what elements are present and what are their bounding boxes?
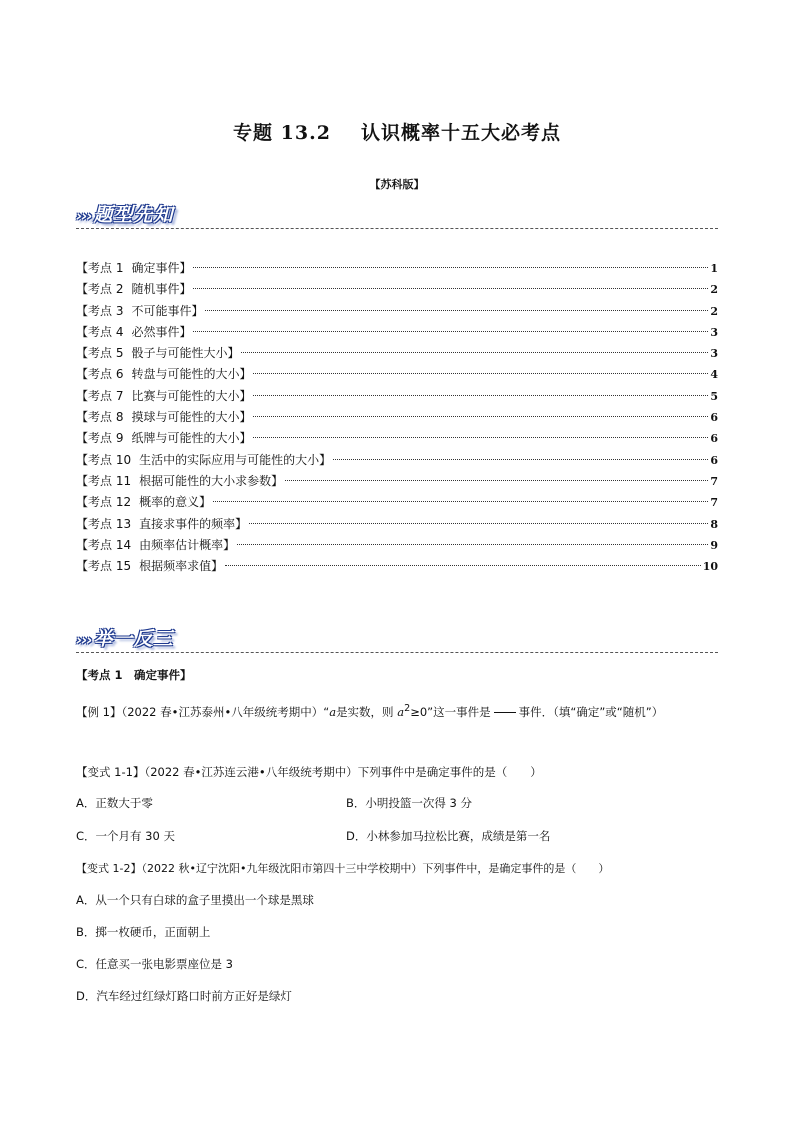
toc-entry[interactable] (76, 301, 718, 322)
toc-page-number: 2 (710, 304, 718, 318)
example-1 (76, 692, 724, 729)
toc-entry-label (76, 386, 251, 407)
toc-page-number: 5 (710, 389, 718, 403)
toc-entry[interactable] (76, 386, 718, 407)
banner-arrows-icon: ››› (76, 207, 92, 225)
toc-page-number: 4 (710, 368, 718, 382)
question-text: “ (323, 704, 330, 719)
toc-entry-number: 【考点 14 (76, 537, 132, 552)
toc-entry[interactable] (76, 258, 718, 279)
question-text: ≥0”这一事件是 (410, 704, 491, 719)
toc-entry-name: 生活中的实际应用与可能性的大小】 (139, 452, 332, 467)
option-d: D．小林参加马拉松比赛，成绩是第一名 (346, 829, 551, 843)
toc-entry-name: 直接求事件的频率】 (139, 516, 248, 531)
toc-entry-label (76, 279, 191, 300)
option-a: A．正数大于零 (76, 796, 153, 810)
banner-practice-text: 举一反三 (93, 628, 174, 650)
toc-entry-label (76, 258, 191, 279)
toc-page-number: 2 (710, 283, 718, 297)
toc-entry-number: 【考点 7 (76, 388, 124, 403)
toc-entry-name: 摸球与可能性的大小】 (131, 410, 252, 425)
option-c: C．一个月有 30 天 (76, 829, 175, 843)
toc-entry-number: 【考点 8 (76, 410, 124, 425)
variant-label: 【变式 1-2】 (76, 862, 142, 875)
toc-leader-dots (237, 544, 708, 545)
toc-page-number: 6 (710, 411, 718, 425)
edition-label: 【苏科版】 (369, 178, 425, 191)
toc-entry-label (76, 364, 251, 385)
toc-page-number: 3 (710, 347, 718, 361)
toc-entry[interactable] (76, 471, 718, 492)
toc-entry[interactable] (76, 407, 718, 428)
toc-leader-dots (253, 395, 708, 396)
toc-entry-number: 【考点 12 (76, 495, 132, 510)
toc-page-number: 8 (710, 517, 718, 531)
toc-leader-dots (213, 501, 708, 502)
variant-1-1 (76, 764, 542, 780)
toc-entry-label (76, 343, 239, 364)
toc-page-number: 3 (710, 325, 718, 339)
banner-overview-text: 题型先知 (93, 204, 174, 226)
toc-entry-name: 概率的意义】 (139, 495, 212, 510)
toc-entry[interactable] (76, 492, 718, 513)
section-heading: 【考点 1 确定事件】 (76, 668, 192, 682)
toc-entry[interactable] (76, 343, 718, 364)
toc-entry-name: 由频率估计概率】 (139, 537, 236, 552)
document-title (0, 118, 794, 145)
toc-entry-number: 【考点 4 (76, 324, 124, 339)
toc-entry-name: 根据可能性的大小求参数】 (139, 473, 284, 488)
math-variable: a (329, 704, 337, 719)
toc-entry-number: 【考点 5 (76, 346, 124, 361)
toc-entry-label (76, 471, 283, 492)
toc-entry[interactable] (76, 450, 718, 471)
toc-leader-dots (253, 416, 708, 417)
toc-entry-number: 【考点 2 (76, 282, 124, 297)
toc-leader-dots (333, 459, 708, 460)
toc-page-number: 7 (710, 496, 718, 510)
option-b: B．掷一枚硬币，正面朝上 (76, 925, 211, 939)
toc-entry-number: 【考点 9 (76, 431, 124, 446)
math-variable: a (397, 704, 405, 719)
toc-entry-name: 骰子与可能性大小】 (131, 346, 240, 361)
toc-entry-label (76, 301, 203, 322)
table-of-contents (76, 258, 718, 577)
title-text: 认识概率十五大必考点 (360, 122, 561, 144)
toc-entry-number: 【考点 13 (76, 516, 132, 531)
banner-practice (76, 624, 174, 651)
toc-page-number: 6 (710, 453, 718, 467)
toc-leader-dots (193, 267, 708, 268)
toc-entry-name: 转盘与可能性的大小】 (131, 367, 252, 382)
toc-entry-name: 比赛与可能性的大小】 (131, 388, 252, 403)
toc-leader-dots (253, 437, 708, 438)
toc-leader-dots (253, 373, 708, 374)
toc-entry[interactable] (76, 279, 718, 300)
toc-entry-label (76, 450, 331, 471)
option-a: A．从一个只有白球的盒子里摸出一个球是黑球 (76, 893, 314, 907)
question-text: 事件．（填“确定”或“随机”） (518, 704, 664, 719)
divider (76, 652, 718, 653)
toc-entry[interactable] (76, 556, 718, 577)
toc-entry-name: 随机事件】 (131, 282, 192, 297)
toc-entry-name: 根据频率求值】 (139, 559, 224, 574)
toc-entry-number: 【考点 6 (76, 367, 124, 382)
option-b: B．小明投篮一次得 3 分 (346, 796, 473, 810)
toc-entry-label (76, 535, 235, 556)
toc-entry-number: 【考点 15 (76, 559, 132, 574)
toc-entry-name: 确定事件】 (131, 261, 192, 275)
divider (76, 228, 718, 229)
toc-entry-label (76, 492, 211, 513)
example-label: 【例 1】 (76, 704, 122, 719)
toc-entry[interactable] (76, 428, 718, 449)
toc-entry-name: 不可能事件】 (131, 303, 204, 318)
variant-label: 【变式 1-1】 (76, 765, 145, 779)
answer-blank (494, 712, 516, 713)
option-c: C．任意买一张电影票座位是 3 (76, 957, 234, 971)
option-d: D．汽车经过红绿灯路口时前方正好是绿灯 (76, 989, 292, 1003)
toc-page-number: 6 (710, 432, 718, 446)
toc-leader-dots (249, 523, 708, 524)
toc-page-number: 9 (710, 538, 718, 552)
math-exponent: 2 (404, 703, 411, 714)
toc-leader-dots (241, 352, 708, 353)
banner-arrows-icon: ››› (76, 631, 92, 649)
toc-page-number: 7 (710, 474, 718, 488)
toc-entry-name: 纸牌与可能性的大小】 (131, 431, 252, 446)
toc-entry[interactable] (76, 364, 718, 385)
toc-entry-number: 【考点 1 (76, 261, 124, 275)
variant-question: （2022 春•江苏连云港•八年级统考期中）下列事件中是确定事件的是（ ） (144, 765, 542, 779)
toc-page-number: 1 (710, 262, 718, 275)
toc-entry-label (76, 556, 223, 577)
toc-leader-dots (193, 331, 708, 332)
toc-page-number: 10 (702, 560, 718, 574)
toc-entry-number: 【考点 10 (76, 452, 132, 467)
banner-overview (76, 200, 174, 227)
toc-entry-label (76, 514, 247, 535)
toc-leader-dots (205, 310, 708, 311)
example-source: （2022 春•江苏泰州•八年级统考期中） (121, 704, 324, 719)
title-number: 专题 13.2 (233, 122, 331, 144)
toc-entry-label (76, 407, 251, 428)
variant-question: （2022 秋•辽宁沈阳•九年级沈阳市第四十三中学校期中）下列事件中，是确定事件的是（ ） (141, 862, 610, 875)
toc-entry[interactable] (76, 322, 718, 343)
toc-entry-name: 必然事件】 (131, 324, 192, 339)
toc-leader-dots (225, 565, 701, 566)
toc-entry-label (76, 428, 251, 449)
toc-entry[interactable] (76, 535, 718, 556)
toc-leader-dots (285, 480, 708, 481)
toc-leader-dots (193, 288, 708, 289)
toc-entry[interactable] (76, 514, 718, 535)
variant-1-2 (76, 860, 609, 876)
toc-entry-number: 【考点 3 (76, 303, 124, 318)
question-text: 是实数，则 (336, 704, 398, 719)
toc-entry-number: 【考点 11 (76, 473, 132, 488)
toc-entry-label (76, 322, 191, 343)
